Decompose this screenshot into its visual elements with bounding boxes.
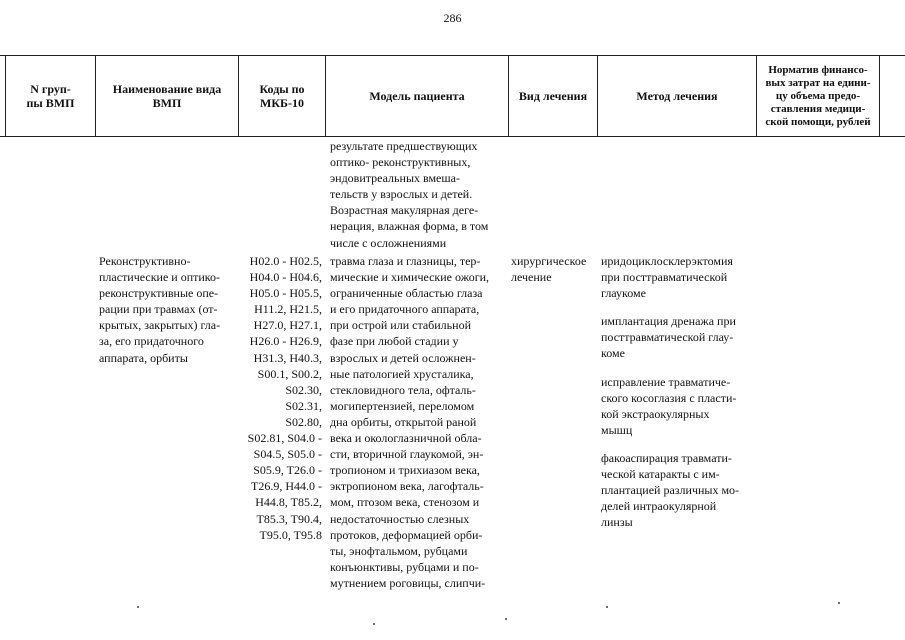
- scan-speck: [606, 606, 608, 608]
- header-treatment-type: Вид лечения: [508, 56, 597, 136]
- row-treatment-type: хирургическое лечение: [511, 254, 587, 285]
- scan-speck: [137, 606, 139, 608]
- method-item: иридоциклосклерэктомия при посттравматической глаукоме: [601, 254, 733, 301]
- continuation-patient-model: результате предшествующих оптико- реконструктивных, эндовитреальных вмеша- тельств у взрослых и детей. Возрастная макулярная деге- нерация, влажная форма, в том числе с осложнениями: [330, 139, 489, 250]
- method-item: имплантация дренажа при посттравматической глау- коме: [601, 314, 736, 361]
- scan-speck: [373, 623, 375, 625]
- scan-speck: [838, 602, 840, 604]
- header-treatment-method: Метод лечения: [597, 56, 756, 136]
- header-icd-codes: Коды по МКБ-10: [238, 56, 325, 136]
- method-item: исправление травматиче- ского косоглазия с пласти- кой экстраокулярных мышц: [601, 374, 737, 437]
- row-patient-model: травма глаза и глазницы, тер- мические и химические ожоги, ограниченные областью глаза и его придаточного аппарата, при острой или стабильной фазе при любой стадии у взрослых и детей осложнен- ные патологией хрусталика, стекловидного тела, офталь- могипертензией, переломом дна орбиты, открытой раной века и окологлазничной обла- сти, вторичной глаукомой, эн- тропионом и трихиазом века, эктропионом века, лагофталь- мом, птозом века, стенозом и недостаточностью слезных протоков, деформацией орби- ты, энофтальмом, рубцами конъюнктивы, рубцами и по- мутнением роговицы, слипчи-: [330, 254, 490, 590]
- table-header: [0, 55, 905, 137]
- header-patient-model: Модель пациента: [325, 56, 508, 136]
- page-number: 286: [443, 11, 462, 25]
- header-cost-norm: Норматив финансо- вых затрат на едини- цу объема предо- ставления медици- ской помощи, рублей: [756, 56, 880, 136]
- row-icd-codes: H02.0 - H02.5, H04.0 - H04.6, H05.0 - H05.5, H11.2, H21.5, H27.0, H27.1, H26.0 - H26.9, H31.3, H40.3, S00.1, S00.2, S02.30, S02.31, S02.80, S02.81, S04.0 - S04.5, S05.0 - S05.9, T26.0 - T26.9, H44.0 - H44.8, T85.2, T85.3, T90.4, T95.0, T95.8: [247, 254, 322, 542]
- scan-speck: [505, 618, 507, 620]
- row-treatment-methods: [601, 253, 761, 530]
- header-group-number: N груп- пы ВМП: [5, 56, 95, 136]
- method-item: факоаспирация травмати- ческой катаракты с им- плантацией различных мо- делей интраокулярной линзы: [601, 450, 740, 530]
- header-vmp-name: Наименование вида ВМП: [95, 56, 238, 136]
- row-vmp-name: Реконструктивно- пластические и оптико- реконструктивные опе- рации при травмах (от- крытых, закрытых) гла- за, его придаточного аппарата, орбиты: [99, 254, 221, 365]
